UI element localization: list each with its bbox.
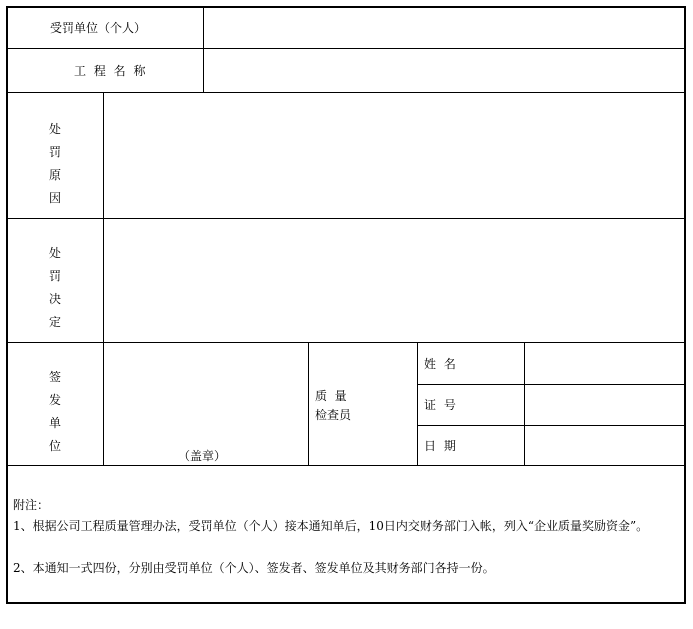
date-value[interactable] bbox=[525, 426, 684, 465]
name-value[interactable] bbox=[525, 343, 684, 384]
notes-title: 附注： bbox=[13, 498, 50, 512]
penalty-decision-label: 处 罚 决 定 bbox=[48, 246, 61, 329]
seal-label: （盖章） bbox=[178, 449, 227, 463]
penalty-notice-form bbox=[6, 6, 686, 604]
column-divider bbox=[308, 342, 309, 465]
inspector-label-line2: 检查员 bbox=[315, 408, 352, 422]
penalty-decision-value[interactable] bbox=[104, 219, 684, 342]
id-value[interactable] bbox=[525, 385, 684, 425]
inspector-label-line1: 质 量 bbox=[315, 389, 347, 403]
note-2: 2、本通知一式四份，分别由受罚单位（个人）、签发者、签发单位及其财务部门各持一份。 bbox=[13, 561, 495, 575]
penalty-reason-value[interactable] bbox=[104, 93, 684, 218]
penalty-reason-label: 处 罚 原 因 bbox=[48, 122, 61, 205]
project-name-label: 工 程 名 称 bbox=[74, 64, 148, 78]
id-label: 证 号 bbox=[424, 398, 458, 412]
date-label: 日 期 bbox=[424, 439, 458, 453]
issuing-unit-value[interactable] bbox=[104, 343, 308, 443]
column-divider bbox=[417, 342, 418, 465]
name-label: 姓 名 bbox=[424, 357, 458, 371]
row-divider bbox=[8, 465, 684, 466]
note-1: 1、根据公司工程质量管理办法，受罚单位（个人）接本通知单后，10日内交财务部门入帐，列入“企业质量奖励资金”。 bbox=[13, 519, 649, 533]
project-name-value[interactable] bbox=[204, 49, 684, 92]
penalized-unit-label: 受罚单位（个人） bbox=[50, 21, 147, 35]
issuing-unit-label: 签 发 单 位 bbox=[48, 370, 61, 453]
penalized-unit-value[interactable] bbox=[204, 8, 684, 48]
